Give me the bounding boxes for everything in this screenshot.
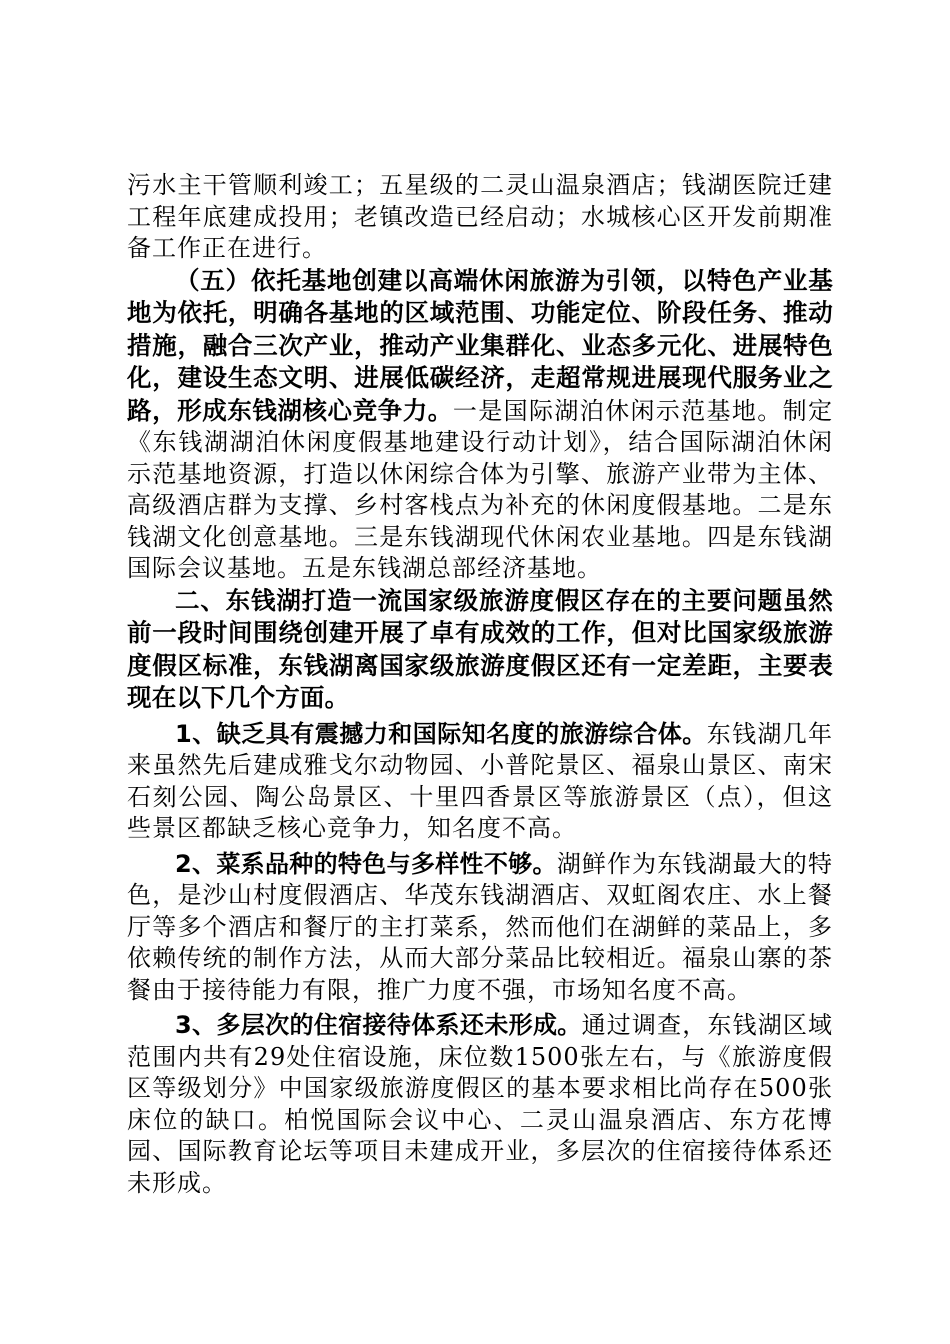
section-five-body: 一是国际湖泊休闲示范基地。制定《东钱湖湖泊休闲度假基地建设行动计划》，结合国际湖泊休闲示范基地资源，打造以休闲综合体为引擎、旅游产业带为主体、高级酒店群为支撑、乡村客栈点为补充的休闲度假基地。二是东钱湖文化创意基地。三是东钱湖现代休闲农业基地。四是东钱湖国际会议基地。五是东钱湖总部经济基地。 — [127, 396, 834, 582]
paragraph-issue-1 — [127, 719, 833, 845]
document-page — [127, 170, 833, 1199]
issue-3-body: 通过调查，东钱湖区域范围内共有29处住宿设施，床位数1500张左右，与《旅游度假区等级划分》中国家级旅游度假区的基本要求相比尚存在500张床位的缺口。柏悦国际会议中心、二灵山温泉酒店、东方花博园、国际教育论坛等项目未建成开业，多层次的住宿接待体系还未形成。 — [127, 1011, 834, 1197]
paragraph-issue-2 — [127, 849, 833, 1007]
issue-2-heading: 2、菜系品种的特色与多样性不够。 — [175, 849, 557, 878]
issue-1-heading: 1、缺乏具有震撼力和国际知名度的旅游综合体。 — [175, 719, 707, 748]
paragraph-text: 污水主干管顺利竣工；五星级的二灵山温泉酒店；钱湖医院迁建工程年底建成投用；老镇改造已经启动；水城核心区开发前期准备工作正在进行。 — [127, 171, 833, 262]
paragraph-continuation — [127, 170, 833, 265]
issue-3-heading: 3、多层次的住宿接待体系还未形成。 — [175, 1011, 582, 1039]
paragraph-section-five — [127, 265, 833, 585]
section-two-text: 二、东钱湖打造一流国家级旅游度假区存在的主要问题虽然前一段时间围绕创建开展了卓有成效的工作，但对比国家级旅游度假区标准，东钱湖离国家级旅游度假区还有一定差距，主要表现在以下几个方面。 — [127, 585, 833, 712]
issue-2-body: 湖鲜作为东钱湖最大的特色，是沙山村度假酒店、华茂东钱湖酒店、双虹阁农庄、水上餐厅等多个酒店和餐厅的主打菜系，然而他们在湖鲜的菜品上，多依赖传统的制作方法，从而大部分菜品比较相近。福泉山寨的茶餐由于接待能力有限，推广力度不强，市场知名度不高。 — [127, 849, 834, 1004]
paragraph-issue-3 — [127, 1010, 833, 1199]
section-two-heading — [127, 585, 833, 715]
section-five-heading: （五）依托基地创建以高端休闲旅游为引领，以特色产业基地为依托，明确各基地的区域范围、功能定位、阶段任务、推动措施，融合三次产业，推动产业集群化、业态多元化、进展特色化，建设生态文明、进展低碳经济，走超常规进展现代服务业之路，形成东钱湖核心竞争力。 — [127, 265, 833, 425]
issue-1-body: 东钱湖几年来虽然先后建成雅戈尔动物园、小普陀景区、福泉山景区、南宋石刻公园、陶公岛景区、十里四香景区等旅游景区（点），但这些景区都缺乏核心竞争力，知名度不高。 — [127, 719, 833, 842]
